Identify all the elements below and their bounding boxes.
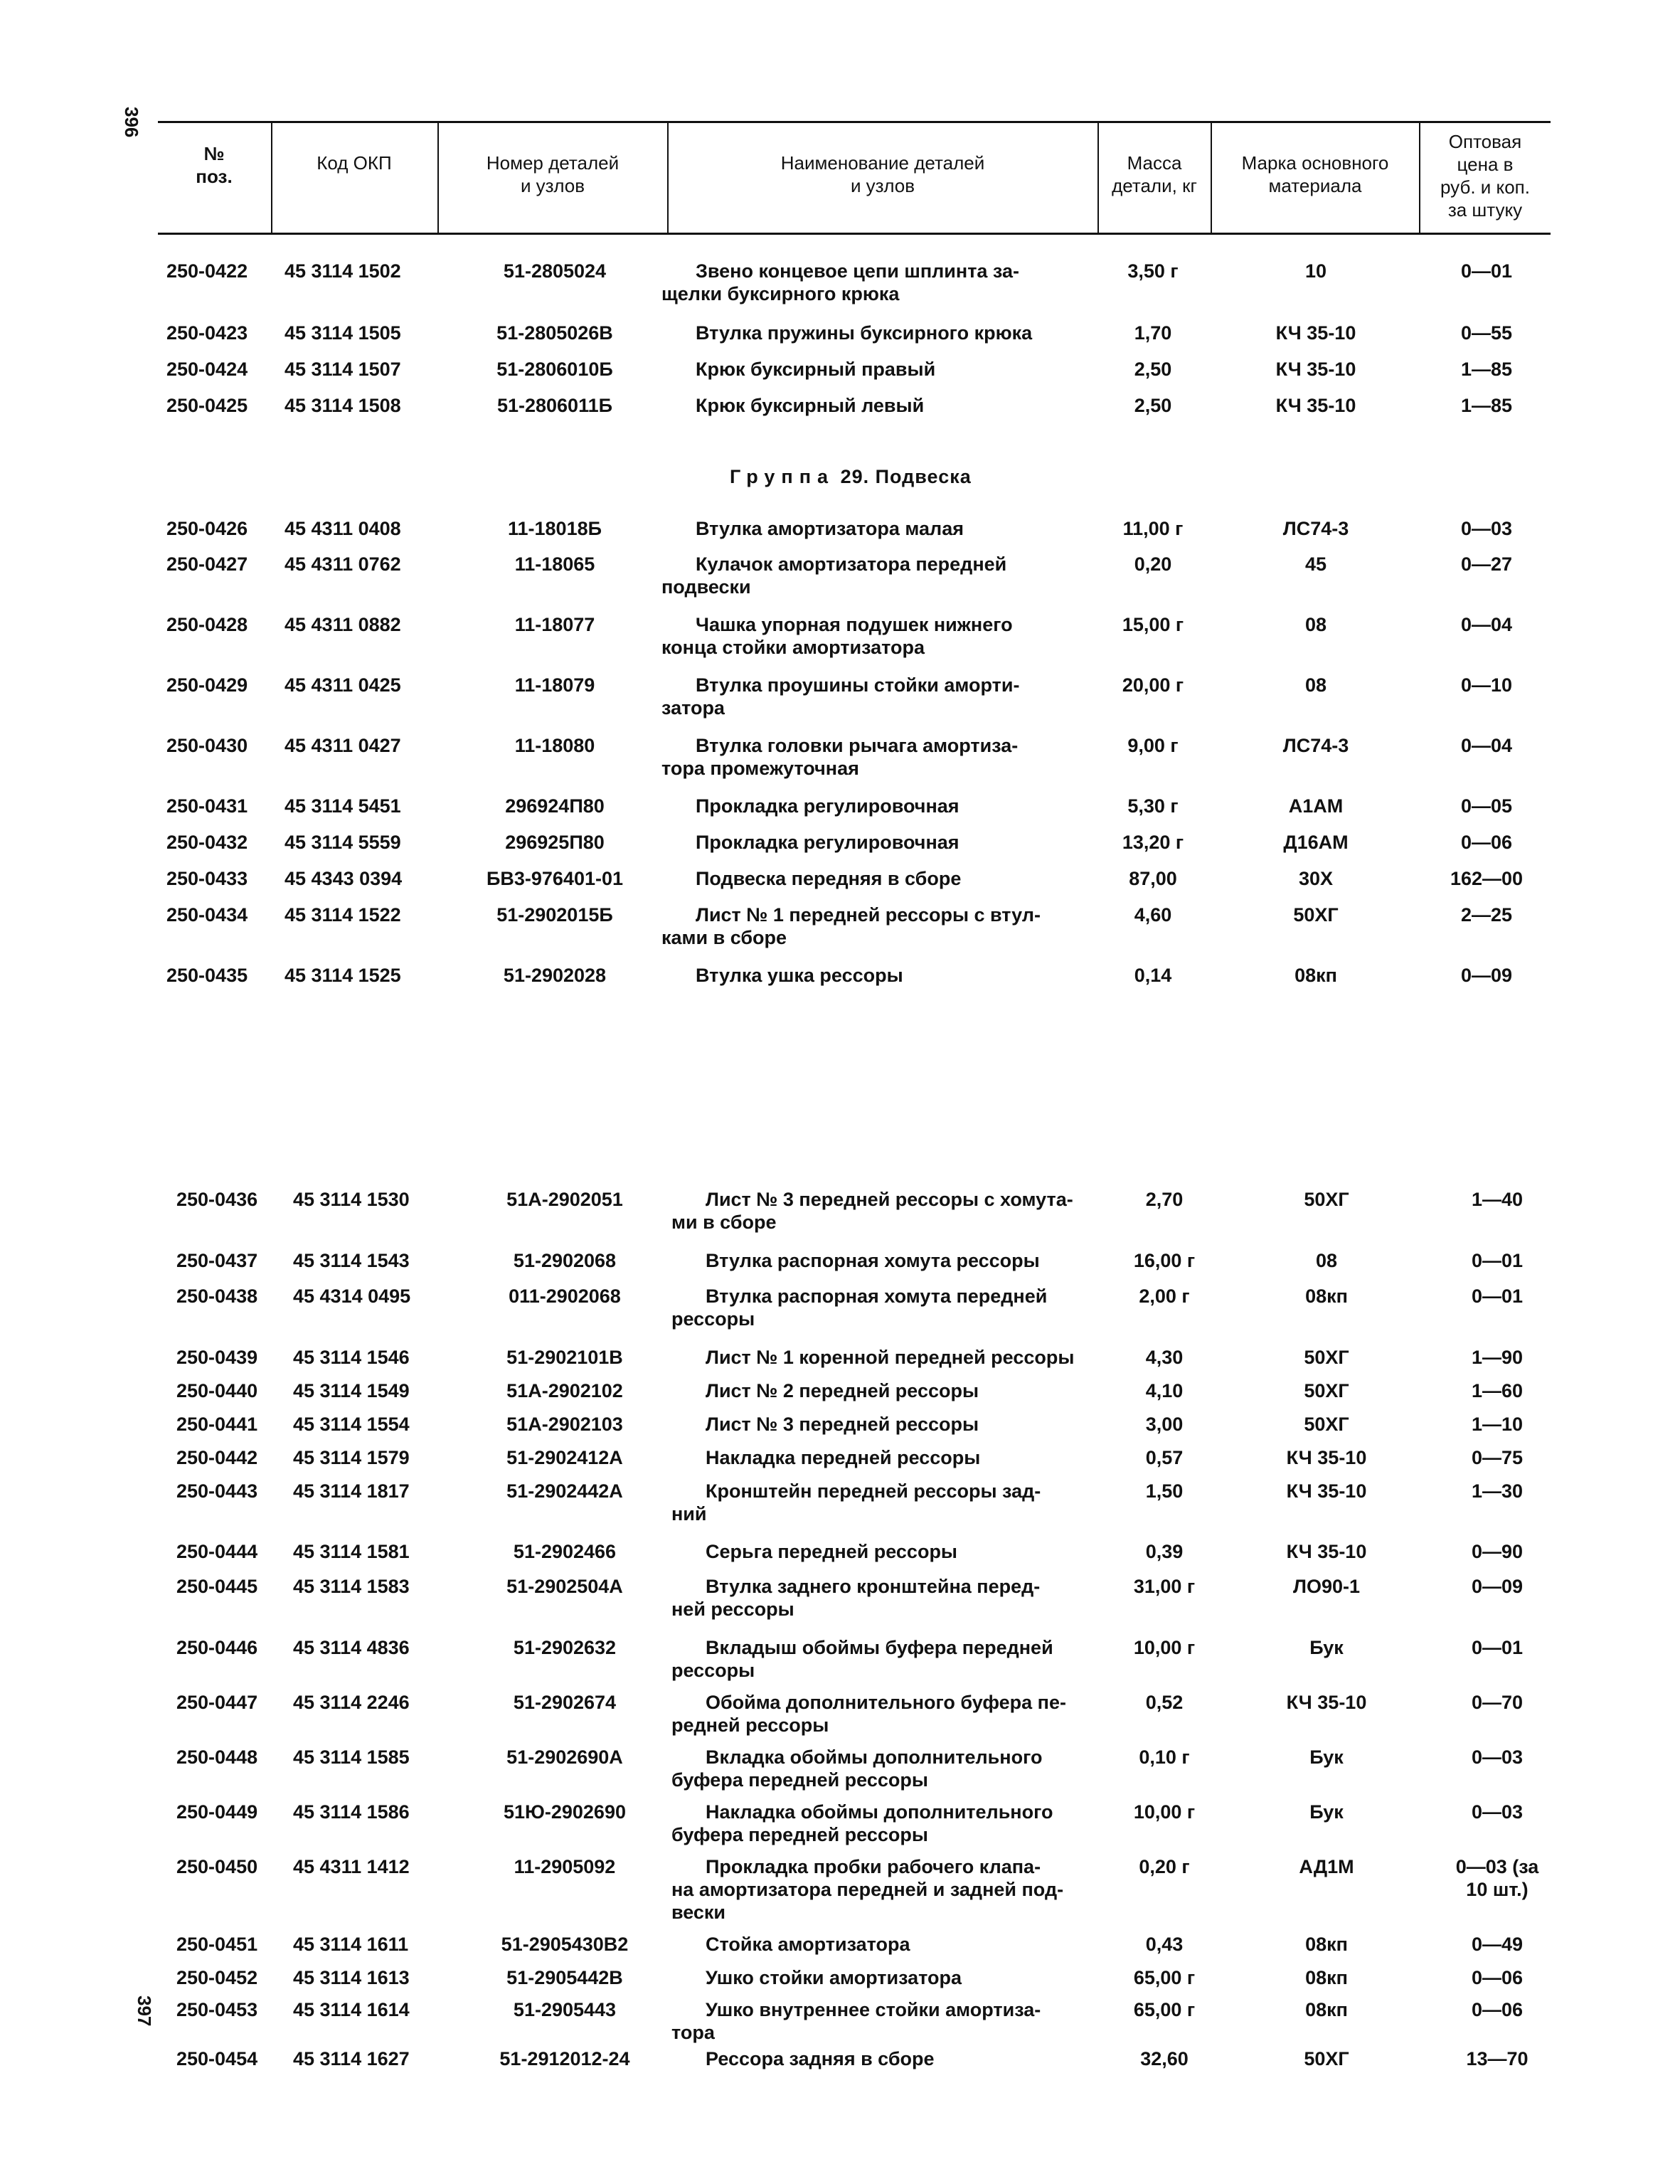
cell-mat: 10 <box>1304 260 1327 282</box>
cell-num: 51-2902674 <box>513 1692 617 1713</box>
header-divider <box>1211 121 1212 233</box>
cell-pos: 250-0453 <box>176 1999 258 2020</box>
cell-num: 11-18077 <box>514 614 595 635</box>
header-mass: Масса детали, кг <box>1112 152 1197 196</box>
cell-num: 51-2902101В <box>506 1347 623 1368</box>
cell-price: 0—75 <box>1471 1447 1524 1468</box>
cell-mass: 1,70 <box>1134 322 1172 344</box>
cell-num: 296925П80 <box>505 832 605 853</box>
cell-okp: 45 3114 5451 <box>285 795 401 817</box>
cell-mass: 20,00 г <box>1122 674 1184 696</box>
cell-mass: 4,60 <box>1134 904 1172 926</box>
cell-num: 51-2805024 <box>503 260 607 282</box>
cell-num: БВ3-976401-01 <box>486 868 624 889</box>
header-number: Номер деталей и узлов <box>486 152 620 196</box>
cell-mass: 9,00 г <box>1127 735 1179 756</box>
cell-price: 0—10 <box>1460 674 1513 696</box>
cell-name: Лист № 3 передней рессоры <box>706 1414 979 1435</box>
cell-name: Крюк буксирный левый <box>696 395 925 416</box>
cell-mass: 0,20 <box>1134 553 1172 575</box>
cell-price: 0—06 <box>1471 1967 1524 1988</box>
cell-name: Втулка амортизатора малая <box>696 518 964 539</box>
cell-num: 11-18079 <box>514 674 595 696</box>
cell-price: 0—03 <box>1471 1801 1524 1823</box>
cell-okp: 45 3114 1585 <box>293 1746 410 1768</box>
cell-name: Чашка упорная подушек нижнего конца стойки амортизатора <box>661 614 1013 658</box>
cell-okp: 45 4311 0425 <box>285 674 401 696</box>
cell-price: 0—03 <box>1460 518 1513 539</box>
cell-pos: 250-0441 <box>176 1414 258 1435</box>
cell-name: Накладка обоймы дополнительного буфера передней рессоры <box>671 1801 1053 1845</box>
cell-num: 51-2902412А <box>506 1447 623 1468</box>
cell-pos: 250-0445 <box>176 1576 258 1597</box>
cell-pos: 250-0423 <box>166 322 248 344</box>
cell-price: 0—04 <box>1460 735 1513 756</box>
cell-mat: КЧ 35-10 <box>1275 359 1356 380</box>
cell-pos: 250-0452 <box>176 1967 258 1988</box>
cell-mat: КЧ 35-10 <box>1275 395 1356 416</box>
cell-pos: 250-0440 <box>176 1380 258 1401</box>
cell-price: 0—03 (за 10 шт.) <box>1455 1856 1539 1900</box>
cell-mat: 50ХГ <box>1304 1380 1349 1401</box>
cell-num: 51-2905442В <box>506 1967 623 1988</box>
cell-pos: 250-0442 <box>176 1447 258 1468</box>
header-okp: Код ОКП <box>317 152 392 174</box>
cell-price: 13—70 <box>1466 2048 1529 2069</box>
cell-mat: КЧ 35-10 <box>1286 1692 1367 1713</box>
cell-mat: ЛС74-3 <box>1282 518 1349 539</box>
cell-okp: 45 4311 0408 <box>285 518 401 539</box>
cell-mat: 50ХГ <box>1304 1189 1349 1210</box>
cell-name: Кулачок амортизатора передней подвески <box>661 553 1007 598</box>
cell-okp: 45 3114 1583 <box>293 1576 410 1597</box>
cell-num: 51-2902504А <box>506 1576 623 1597</box>
group-heading-word: Группа <box>730 466 835 487</box>
cell-okp: 45 3114 1508 <box>285 395 401 416</box>
cell-mass: 4,10 <box>1145 1380 1184 1401</box>
cell-okp: 45 3114 1613 <box>293 1967 410 1988</box>
cell-mat: 08кп <box>1305 1286 1348 1307</box>
cell-mass: 0,43 <box>1145 1934 1184 1955</box>
cell-pos: 250-0434 <box>166 904 248 926</box>
cell-pos: 250-0428 <box>166 614 248 635</box>
cell-price: 0—55 <box>1460 322 1513 344</box>
cell-num: 51-2912012-24 <box>499 2048 630 2069</box>
cell-price: 1—90 <box>1471 1347 1524 1368</box>
cell-mass: 4,30 <box>1145 1347 1184 1368</box>
cell-okp: 45 3114 5559 <box>285 832 401 853</box>
cell-mass: 0,39 <box>1145 1541 1184 1562</box>
cell-num: 51-2902632 <box>513 1637 617 1658</box>
cell-name: Прокладка пробки рабочего клапа- на амортизатора передней и задней под- вески <box>671 1856 1064 1923</box>
cell-name: Втулка заднего кронштейна перед- ней рессоры <box>671 1576 1041 1620</box>
header-price: Оптовая цена в руб. и коп. за штуку <box>1440 131 1530 221</box>
cell-mat: КЧ 35-10 <box>1286 1447 1367 1468</box>
cell-name: Лист № 2 передней рессоры <box>706 1380 979 1401</box>
cell-pos: 250-0430 <box>166 735 248 756</box>
cell-okp: 45 3114 1522 <box>285 904 401 926</box>
cell-pos: 250-0444 <box>176 1541 258 1562</box>
cell-mat: 08кп <box>1305 1967 1348 1988</box>
cell-price: 162—00 <box>1450 868 1524 889</box>
cell-price: 0—09 <box>1471 1576 1524 1597</box>
cell-pos: 250-0446 <box>176 1637 258 1658</box>
cell-price: 0—01 <box>1471 1637 1524 1658</box>
cell-okp: 45 3114 1546 <box>293 1347 410 1368</box>
cell-price: 0—70 <box>1471 1692 1524 1713</box>
cell-mat: Бук <box>1309 1746 1344 1768</box>
cell-num: 296924П80 <box>505 795 605 817</box>
cell-okp: 45 3114 1817 <box>293 1480 410 1502</box>
cell-okp: 45 4311 0762 <box>285 553 401 575</box>
cell-num: 51-2805026В <box>496 322 613 344</box>
cell-mat: 08кп <box>1294 965 1337 986</box>
cell-pos: 250-0450 <box>176 1856 258 1877</box>
header-name: Наименование деталей и узлов <box>780 152 985 196</box>
cell-num: 51-2806010Б <box>496 359 613 380</box>
cell-mass: 31,00 г <box>1133 1576 1196 1597</box>
cell-mass: 2,50 <box>1134 359 1172 380</box>
cell-mat: 08кп <box>1305 1999 1348 2020</box>
page-number-top: 396 <box>121 107 142 138</box>
cell-mat: 08 <box>1304 614 1327 635</box>
cell-pos: 250-0439 <box>176 1347 258 1368</box>
cell-name: Втулка ушка рессоры <box>696 965 903 986</box>
cell-pos: 250-0426 <box>166 518 248 539</box>
cell-mat: КЧ 35-10 <box>1286 1480 1367 1502</box>
cell-name: Крюк буксирный правый <box>696 359 936 380</box>
cell-name: Ушко внутреннее стойки амортиза- тора <box>671 1999 1041 2043</box>
cell-price: 0—01 <box>1471 1286 1524 1307</box>
cell-mass: 1,50 <box>1145 1480 1184 1502</box>
cell-pos: 250-0435 <box>166 965 248 986</box>
cell-name: Втулка распорная хомута передней рессоры <box>671 1286 1048 1330</box>
cell-mass: 2,00 г <box>1139 1286 1190 1307</box>
cell-name: Лист № 1 передней рессоры с втул- ками в сборе <box>661 904 1041 948</box>
cell-mass: 65,00 г <box>1133 1999 1196 2020</box>
cell-mass: 16,00 г <box>1133 1250 1196 1271</box>
cell-num: 51-2902015Б <box>496 904 613 926</box>
cell-num: 51А-2902102 <box>506 1380 623 1401</box>
cell-pos: 250-0454 <box>176 2048 258 2069</box>
cell-okp: 45 3114 1581 <box>293 1541 410 1562</box>
cell-mat: 08кп <box>1305 1934 1348 1955</box>
cell-mat: 50ХГ <box>1304 2048 1349 2069</box>
cell-pos: 250-0447 <box>176 1692 258 1713</box>
group-heading-rest: 29. Подвеска <box>840 466 972 487</box>
cell-okp: 45 3114 1505 <box>285 322 401 344</box>
cell-mat: 45 <box>1304 553 1327 575</box>
cell-name: Втулка пружины буксирного крюка <box>696 322 1033 344</box>
cell-num: 51-2902068 <box>513 1250 617 1271</box>
header-divider <box>667 121 669 233</box>
cell-name: Лист № 1 коренной передней рессоры <box>706 1347 1075 1368</box>
cell-price: 0—09 <box>1460 965 1513 986</box>
cell-price: 0—27 <box>1460 553 1513 575</box>
cell-num: 51Ю-2902690 <box>504 1801 626 1823</box>
cell-mat: 50ХГ <box>1304 1347 1349 1368</box>
cell-mat: КЧ 35-10 <box>1286 1541 1367 1562</box>
cell-num: 11-18080 <box>514 735 595 756</box>
cell-okp: 45 3114 1586 <box>293 1801 410 1823</box>
cell-price: 1—30 <box>1471 1480 1524 1502</box>
cell-mat: 50ХГ <box>1304 1414 1349 1435</box>
cell-okp: 45 3114 1507 <box>285 359 401 380</box>
cell-okp: 45 3114 1530 <box>293 1189 410 1210</box>
cell-mass: 15,00 г <box>1122 614 1184 635</box>
cell-price: 0—01 <box>1471 1250 1524 1271</box>
cell-mat: Д16АМ <box>1283 832 1349 853</box>
cell-mat: Бук <box>1309 1801 1344 1823</box>
cell-price: 0—06 <box>1471 1999 1524 2020</box>
cell-num: 51-2902442А <box>506 1480 623 1502</box>
cell-num: 11-2905092 <box>514 1856 616 1877</box>
cell-mass: 10,00 г <box>1133 1801 1196 1823</box>
cell-mat: КЧ 35-10 <box>1275 322 1356 344</box>
cell-pos: 250-0451 <box>176 1934 258 1955</box>
cell-okp: 45 3114 1543 <box>293 1250 410 1271</box>
cell-price: 0—05 <box>1460 795 1513 817</box>
cell-mass: 32,60 <box>1140 2048 1189 2069</box>
cell-okp: 45 4311 1412 <box>293 1856 410 1877</box>
header-divider <box>271 121 272 233</box>
cell-okp: 45 3114 1549 <box>293 1380 410 1401</box>
cell-num: 51-2902028 <box>503 965 607 986</box>
cell-pos: 250-0422 <box>166 260 248 282</box>
cell-name: Вкладыш обоймы буфера передней рессоры <box>671 1637 1053 1681</box>
cell-pos: 250-0433 <box>166 868 248 889</box>
cell-mass: 3,50 г <box>1127 260 1179 282</box>
cell-pos: 250-0443 <box>176 1480 258 1502</box>
header-bottom-rule <box>158 233 1551 235</box>
cell-price: 0—03 <box>1471 1746 1524 1768</box>
cell-okp: 45 3114 1502 <box>285 260 401 282</box>
cell-mat: 50ХГ <box>1293 904 1339 926</box>
cell-price: 1—60 <box>1471 1380 1524 1401</box>
cell-num: 51-2902690А <box>506 1746 623 1768</box>
header-divider <box>437 121 439 233</box>
cell-price: 0—04 <box>1460 614 1513 635</box>
cell-mass: 11,00 г <box>1122 518 1184 539</box>
group-heading <box>730 466 1213 488</box>
header-divider <box>1097 121 1099 233</box>
cell-mass: 2,50 <box>1134 395 1172 416</box>
cell-mass: 10,00 г <box>1133 1637 1196 1658</box>
cell-mass: 0,52 <box>1145 1692 1184 1713</box>
cell-pos: 250-0425 <box>166 395 248 416</box>
cell-mass: 0,57 <box>1145 1447 1184 1468</box>
cell-mass: 3,00 <box>1145 1414 1184 1435</box>
cell-price: 0—49 <box>1471 1934 1524 1955</box>
header-divider <box>1419 121 1420 233</box>
cell-mat: АД1М <box>1299 1856 1354 1877</box>
cell-num: 51-2806011Б <box>496 395 613 416</box>
cell-okp: 45 3114 1554 <box>293 1414 410 1435</box>
header-material: Марка основного материала <box>1241 152 1389 196</box>
cell-price: 1—85 <box>1460 359 1513 380</box>
cell-okp: 45 3114 1627 <box>293 2048 410 2069</box>
cell-name: Втулка проушины стойки аморти- затора <box>661 674 1020 719</box>
cell-name: Рессора задняя в сборе <box>706 2048 935 2069</box>
cell-mass: 87,00 <box>1129 868 1177 889</box>
cell-price: 2—25 <box>1460 904 1513 926</box>
cell-mat: 08 <box>1315 1250 1338 1271</box>
page-number-bottom: 397 <box>134 1995 155 2027</box>
cell-num: 51А-2902051 <box>506 1189 623 1210</box>
cell-okp: 45 4311 0882 <box>285 614 401 635</box>
cell-name: Вкладка обоймы дополнительного буфера передней рессоры <box>671 1746 1043 1791</box>
cell-name: Накладка передней рессоры <box>706 1447 981 1468</box>
cell-pos: 250-0437 <box>176 1250 258 1271</box>
cell-price: 1—10 <box>1471 1414 1524 1435</box>
cell-name: Стойка амортизатора <box>706 1934 910 1955</box>
cell-num: 51-2905430В2 <box>501 1934 629 1955</box>
cell-name: Обойма дополнительного буфера пе- редней рессоры <box>671 1692 1066 1736</box>
cell-name: Прокладка регулировочная <box>696 795 959 817</box>
cell-okp: 45 3114 1611 <box>293 1934 409 1955</box>
cell-pos: 250-0432 <box>166 832 248 853</box>
cell-mat: Бук <box>1309 1637 1344 1658</box>
cell-okp: 45 4343 0394 <box>285 868 403 889</box>
cell-pos: 250-0424 <box>166 359 248 380</box>
cell-mass: 0,10 г <box>1139 1746 1190 1768</box>
cell-okp: 45 4311 0427 <box>285 735 401 756</box>
cell-num: 51-2902466 <box>513 1541 617 1562</box>
cell-mass: 65,00 г <box>1133 1967 1196 1988</box>
cell-okp: 45 4314 0495 <box>293 1286 411 1307</box>
cell-okp: 45 3114 1614 <box>293 1999 410 2020</box>
cell-pos: 250-0429 <box>166 674 248 696</box>
cell-num: 11-18065 <box>514 553 595 575</box>
cell-pos: 250-0431 <box>166 795 248 817</box>
cell-mass: 0,20 г <box>1139 1856 1190 1877</box>
cell-okp: 45 3114 4836 <box>293 1637 410 1658</box>
cell-name: Лист № 3 передней рессоры с хомута- ми в сборе <box>671 1189 1073 1233</box>
cell-name: Звено концевое цепи шплинта за- щелки буксирного крюка <box>661 260 1020 304</box>
cell-okp: 45 3114 2246 <box>293 1692 410 1713</box>
header-pos: № поз. <box>196 143 233 187</box>
cell-num: 011-2902068 <box>509 1286 621 1307</box>
cell-num: 51А-2902103 <box>506 1414 623 1435</box>
cell-name: Кронштейн передней рессоры зад- ний <box>671 1480 1041 1525</box>
cell-num: 51-2905443 <box>513 1999 617 2020</box>
cell-pos: 250-0448 <box>176 1746 258 1768</box>
cell-price: 1—85 <box>1460 395 1513 416</box>
cell-pos: 250-0438 <box>176 1286 258 1307</box>
cell-name: Серьга передней рессоры <box>706 1541 957 1562</box>
cell-name: Прокладка регулировочная <box>696 832 959 853</box>
cell-mat: 08 <box>1304 674 1327 696</box>
cell-mat: ЛО90-1 <box>1293 1576 1360 1597</box>
cell-mat: А1АМ <box>1288 795 1344 817</box>
cell-num: 11-18018Б <box>507 518 602 539</box>
cell-okp: 45 3114 1525 <box>285 965 401 986</box>
cell-price: 0—06 <box>1460 832 1513 853</box>
cell-name: Втулка распорная хомута рессоры <box>706 1250 1040 1271</box>
cell-name: Ушко стойки амортизатора <box>706 1967 962 1988</box>
cell-pos: 250-0436 <box>176 1189 258 1210</box>
cell-name: Втулка головки рычага амортиза- тора промежуточная <box>661 735 1019 779</box>
cell-mass: 13,20 г <box>1122 832 1184 853</box>
header-top-rule <box>158 121 1551 123</box>
cell-okp: 45 3114 1579 <box>293 1447 410 1468</box>
cell-mat: 30Х <box>1298 868 1334 889</box>
cell-mass: 5,30 г <box>1127 795 1179 817</box>
cell-price: 0—90 <box>1471 1541 1524 1562</box>
cell-mass: 0,14 <box>1134 965 1172 986</box>
cell-mat: ЛС74-3 <box>1282 735 1349 756</box>
cell-pos: 250-0427 <box>166 553 248 575</box>
cell-pos: 250-0449 <box>176 1801 258 1823</box>
cell-price: 1—40 <box>1471 1189 1524 1210</box>
cell-mass: 2,70 <box>1145 1189 1184 1210</box>
cell-price: 0—01 <box>1460 260 1513 282</box>
cell-name: Подвеска передняя в сборе <box>696 868 962 889</box>
